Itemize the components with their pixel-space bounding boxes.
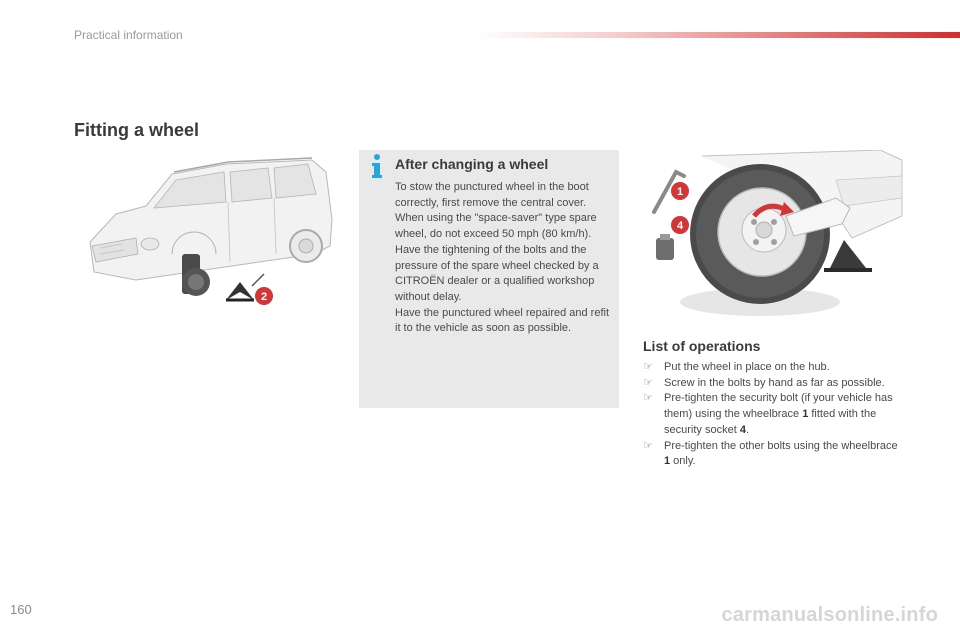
wheelbrace-ref: 1 (802, 408, 809, 421)
info-icon (368, 153, 386, 179)
list-item (643, 376, 905, 392)
wheel-illustration (640, 150, 904, 322)
step-text: Screw in the bolts by hand as far as possible. (664, 376, 885, 389)
socket-ref: 4 (739, 423, 746, 436)
callout-2-label: 2 (260, 291, 268, 303)
step-text: fitted with the security socket (664, 408, 877, 436)
page-number: 160 (10, 602, 32, 617)
page-title: Fitting a wheel (74, 120, 200, 140)
info-paragraph: Have the tightening of the bolts and the pressure of the spare wheel checked by a CITROËN dealer or a qualified workshop without delay. (395, 243, 599, 303)
hand-pointer-icon: ☞ (643, 376, 653, 389)
list-item (643, 439, 905, 470)
hand-pointer-icon: ☞ (643, 392, 653, 405)
step-text: . (745, 423, 749, 436)
hand-pointer-icon: ☞ (643, 439, 653, 452)
info-paragraph: When using the "space-saver" type spare wheel, do not exceed 50 mph (80 km/h). (395, 212, 597, 241)
section-label: Practical information (74, 28, 183, 42)
info-paragraph: To stow the punctured wheel in the boot correctly, first remove the central cover. (395, 181, 589, 209)
callout-4-label: 4 (676, 220, 684, 232)
list-item (643, 391, 905, 438)
step-text: Put the wheel in place on the hub. (664, 361, 830, 373)
callout-4-icon (670, 215, 690, 235)
operations-title: List of operations (643, 338, 761, 354)
operations-list (643, 360, 905, 470)
watermark: carmanualsonline.info (721, 604, 938, 626)
car-illustration (76, 150, 344, 320)
callout-1-label: 1 (676, 186, 684, 198)
info-box-title: After changing a wheel (395, 156, 549, 172)
wheelbrace-ref: 1 (664, 455, 671, 468)
info-paragraph: Have the punctured wheel repaired and refit it to the vehicle as soon as possible. (395, 306, 610, 335)
step-text: only. (670, 455, 696, 468)
list-item (643, 360, 905, 376)
callout-2-icon (254, 286, 274, 306)
callout-1-icon (670, 181, 690, 201)
step-text: Pre-tighten the security bolt (if your vehicle has them) using the wheelbrace (664, 392, 893, 421)
step-text: Pre-tighten the other bolts using the wheelbrace (664, 439, 898, 452)
hand-pointer-icon: ☞ (643, 361, 653, 373)
header-accent-bar (478, 32, 960, 38)
info-box-body (395, 180, 617, 337)
